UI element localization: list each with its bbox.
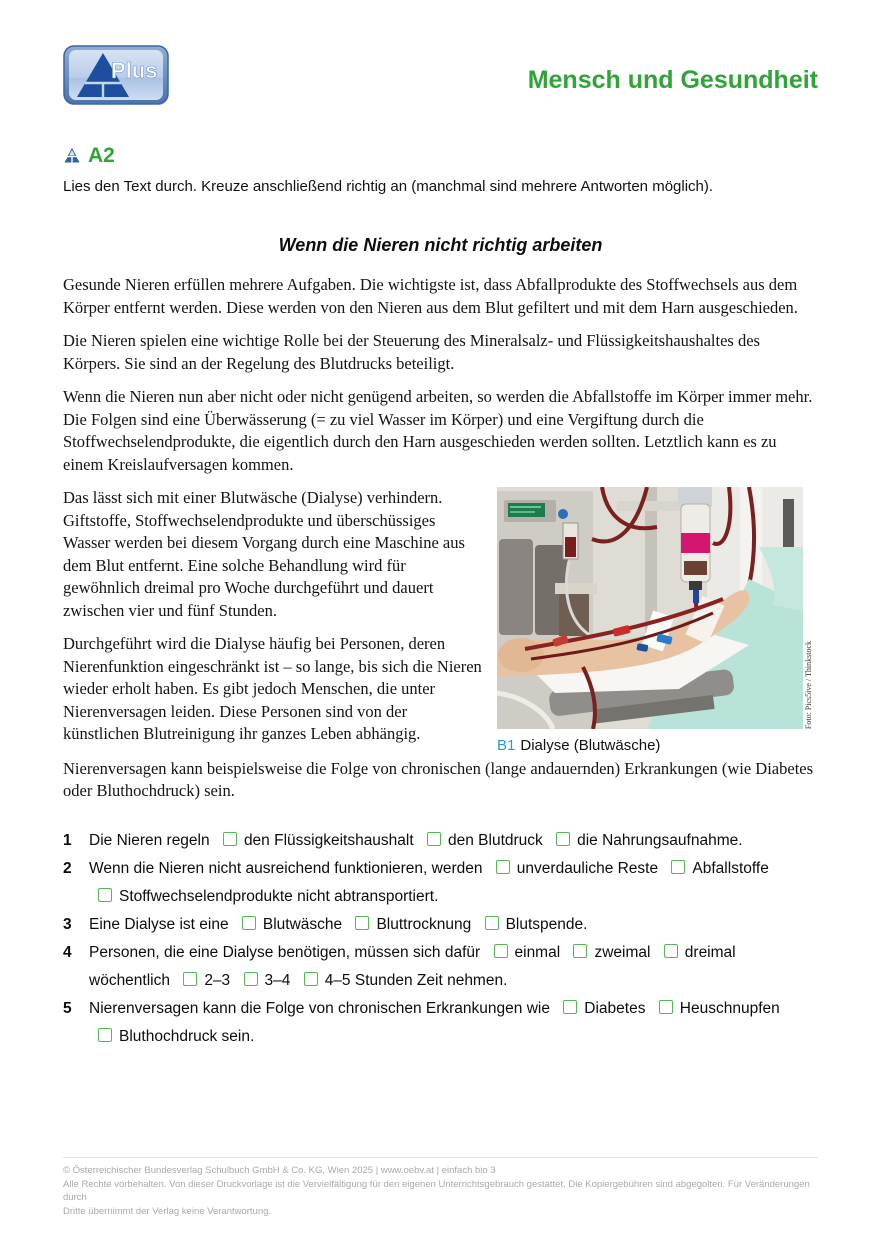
answer-checkbox[interactable] (496, 860, 510, 874)
question-text: nicht abtransportiert. (297, 887, 439, 905)
figure-caption-text: Dialyse (Blutwäsche) (520, 737, 661, 754)
answer-checkbox[interactable] (664, 944, 678, 958)
column-paragraphs (63, 487, 483, 758)
answer-checkbox[interactable] (427, 832, 441, 846)
article-body (63, 274, 818, 803)
answer-checkbox[interactable] (485, 916, 499, 930)
answer-checkbox[interactable] (355, 916, 369, 930)
option-label: Bluthochdruck (119, 1027, 218, 1045)
closing-paragraph: Nierenversagen kann beispielsweise die Folge von chronischen (lange andauernden) Erkrankungen (wie Diabetes oder Bluthochdruck) sein. (63, 758, 814, 800)
paragraph: Gesunde Nieren erfüllen mehrere Aufgaben. Die wichtigste ist, dass Abfallprodukte des Stoffwechsels aus dem Körper entfernt werden. Diese werden von den Nieren aus dem Blut gefiltert und mit dem Harn ausgeschieden. (63, 275, 798, 317)
option-label: Blutspende. (505, 915, 588, 933)
question-row (63, 939, 818, 995)
question-text: sein. (221, 1027, 255, 1045)
question-text: Personen, die eine Dialyse benötigen, müssen sich dafür (89, 943, 481, 961)
option-label: den Blutdruck (448, 831, 543, 849)
answer-checkbox[interactable] (244, 972, 258, 986)
question-text: wöchentlich (89, 971, 170, 989)
option-label: Heuschnupfen (679, 999, 780, 1017)
question-number: 4 (63, 943, 72, 961)
answer-checkbox[interactable] (242, 916, 256, 930)
question-body (89, 995, 818, 1051)
option-label: zweimal (594, 943, 651, 961)
task-instruction: Lies den Text durch. Kreuze anschließend richtig an (manchmal sind mehrere Antworten möglich). (63, 178, 714, 195)
question-body (89, 911, 818, 939)
answer-checkbox[interactable] (98, 888, 112, 902)
pyramid-task-icon (63, 148, 81, 164)
question-body (89, 855, 818, 911)
plus-logo (63, 45, 169, 105)
figure-caption (497, 735, 818, 758)
answer-checkbox[interactable] (563, 1000, 577, 1014)
paragraph: Die Nieren spielen eine wichtige Rolle bei der Steuerung des Mineralsalz- und Flüssigkeitshaushaltes des Körpers. Sie sind an der Regelung des Blutdrucks beteiligt. (63, 331, 760, 373)
questions-list (63, 827, 818, 1051)
dialysis-photo (497, 487, 803, 729)
question-text: Die Nieren regeln (89, 831, 210, 849)
question-row (63, 855, 818, 911)
option-label: 4–5 (324, 971, 351, 989)
option-label: Diabetes (584, 999, 646, 1017)
option-label: unverdauliche Reste (516, 859, 659, 877)
footer-rights-1: Alle Rechte vorbehalten. Von dieser Druckvorlage ist die Vervielfältigung für den eigenen Unterrichtsgebrauch gestattet. Die Kopiergebühren sind abgegolten. Für Veränderungen durch (63, 1178, 810, 1203)
two-column-section (63, 487, 818, 758)
chapter-title: Mensch und Gesundheit (527, 66, 818, 94)
answer-checkbox[interactable] (659, 1000, 673, 1014)
figure-label: B1 (497, 737, 516, 754)
question-text: Nierenversagen kann die Folge von chronischen Erkrankungen wie (89, 999, 550, 1017)
question-body (89, 939, 818, 995)
option-label: einmal (514, 943, 561, 961)
photo-credit: Foto: Pics5ive / Thinkstock (804, 640, 814, 729)
option-label: den Flüssigkeitshaushalt (243, 831, 414, 849)
question-number: 2 (63, 859, 72, 877)
option-label: Bluttrocknung (376, 915, 472, 933)
option-label: Abfallstoffe (692, 859, 769, 877)
logo-text: Plus (111, 58, 158, 83)
question-row (63, 995, 818, 1051)
question-text: Wenn die Nieren nicht ausreichend funktionieren, werden (89, 859, 483, 877)
question-row (63, 827, 818, 855)
footer-rights-2: Dritte übernimmt der Verlag keine Verantwortung. (63, 1205, 272, 1217)
paragraph: Das lässt sich mit einer Blutwäsche (Dialyse) verhindern. Giftstoffe, Stoffwechselendprodukte und überschüssiges Wasser werden bei diesem Vorgang durch eine Maschine aus dem Blut entfernt. Eine solche Behandlung wird für gewöhnlich dreimal pro Woche durchgeführt und dauert zwischen vier und fünf Stunden. (63, 488, 465, 620)
option-label: 2–3 (204, 971, 231, 989)
footer-copyright: © Österreichischer Bundesverlag Schulbuch GmbH & Co. KG, Wien 2025 | www.oebv.at | einfach bio 3 (63, 1165, 496, 1176)
answer-checkbox[interactable] (494, 944, 508, 958)
option-label: 3–4 (264, 971, 291, 989)
page-footer (63, 1157, 818, 1218)
question-number: 3 (63, 915, 72, 933)
answer-checkbox[interactable] (556, 832, 570, 846)
paragraph: Wenn die Nieren nun aber nicht oder nicht genügend arbeiten, so werden die Abfallstoffe im Körper immer mehr. Die Folgen sind eine Überwässerung (= zu viel Wasser im Körper) und eine Vergiftung durch die Stoffwechselendprodukte, die eigentlich durch den Harn ausgeschieden werden sollten. Letztlich kann es zu einem Kreislaufversagen kommen. (63, 387, 813, 474)
answer-checkbox[interactable] (573, 944, 587, 958)
article-title: Wenn die Nieren nicht richtig arbeiten (278, 235, 603, 255)
intro-paragraphs (63, 274, 818, 476)
option-label: Blutwäsche (262, 915, 343, 933)
option-label: dreimal (684, 943, 736, 961)
answer-checkbox[interactable] (671, 860, 685, 874)
option-label: Stoffwechselendprodukte (119, 887, 293, 905)
question-text: Stunden Zeit nehmen. (354, 971, 508, 989)
figure-b1 (497, 487, 818, 758)
page-header (63, 45, 818, 105)
task-id: A2 (88, 144, 115, 167)
paragraph: Durchgeführt wird die Dialyse häufig bei Personen, deren Nierenfunktion eingeschränkt ist – so lange, bis sich die Nieren wieder erholt haben. Es gibt jedoch Menschen, die unter Nierenversagen leiden. Diese Personen sind von der künstlichen Blutreinigung ihr ganzes Leben abhängig. (63, 634, 482, 743)
option-label: die Nahrungsaufnahme. (577, 831, 743, 849)
answer-checkbox[interactable] (98, 1028, 112, 1042)
answer-checkbox[interactable] (304, 972, 318, 986)
question-row (63, 911, 818, 939)
question-body (89, 827, 818, 855)
answer-checkbox[interactable] (223, 832, 237, 846)
question-text: Eine Dialyse ist eine (89, 915, 229, 933)
question-number: 5 (63, 999, 72, 1017)
question-number: 1 (63, 831, 72, 849)
task-heading (63, 145, 818, 166)
answer-checkbox[interactable] (183, 972, 197, 986)
